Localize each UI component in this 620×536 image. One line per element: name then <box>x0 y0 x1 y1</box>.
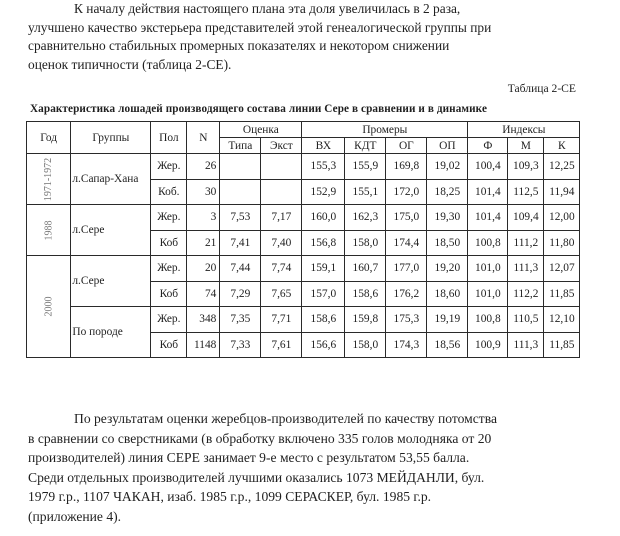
vh-cell: 157,0 <box>302 281 345 307</box>
k-cell: 12,07 <box>544 256 580 282</box>
m-cell: 110,5 <box>508 307 544 333</box>
table-row <box>27 154 580 180</box>
type-cell <box>220 154 261 180</box>
header-groups: Группы <box>71 122 151 154</box>
header-k: К <box>544 138 580 154</box>
group-cell: л.Сере <box>71 256 151 307</box>
sex-cell: Жер. <box>151 307 187 333</box>
year-label: 2000 <box>43 296 55 317</box>
m-cell: 111,3 <box>508 256 544 282</box>
vh-cell: 156,8 <box>302 230 345 256</box>
header-rating: Оценка <box>220 122 302 138</box>
horse-characteristics-table <box>26 121 580 358</box>
og-cell: 177,0 <box>386 256 427 282</box>
header-m: М <box>508 138 544 154</box>
n-cell: 21 <box>187 230 220 256</box>
k-cell: 11,94 <box>544 179 580 205</box>
year-cell <box>27 205 71 256</box>
table-label: Таблица 2-СЕ <box>507 82 576 95</box>
kdt-cell: 159,8 <box>345 307 386 333</box>
ext-cell: 7,74 <box>261 256 302 282</box>
sex-cell: Коб <box>151 332 187 358</box>
og-cell: 175,3 <box>386 307 427 333</box>
intro-line: К началу действия настоящего плана эта доля увеличилась в 2 раза, <box>74 1 461 16</box>
k-cell: 11,85 <box>544 281 580 307</box>
k-cell: 12,25 <box>544 154 580 180</box>
sex-cell: Коб <box>151 281 187 307</box>
og-cell: 169,8 <box>386 154 427 180</box>
kdt-cell: 158,6 <box>345 281 386 307</box>
ext-cell <box>261 154 302 180</box>
op-cell: 19,19 <box>427 307 468 333</box>
m-cell: 111,3 <box>508 332 544 358</box>
ext-cell: 7,65 <box>261 281 302 307</box>
kdt-cell: 160,7 <box>345 256 386 282</box>
sex-cell: Коб. <box>151 179 187 205</box>
n-cell: 20 <box>187 256 220 282</box>
op-cell: 19,20 <box>427 256 468 282</box>
type-cell: 7,35 <box>220 307 261 333</box>
n-cell: 74 <box>187 281 220 307</box>
year-label: 1988 <box>43 220 55 240</box>
sex-cell: Жер. <box>151 205 187 231</box>
kdt-cell: 158,0 <box>345 230 386 256</box>
table-row <box>27 256 580 282</box>
outro-paragraph <box>28 409 580 527</box>
intro-line: оценок типичности (таблица 2-СЕ). <box>28 56 232 72</box>
ext-cell: 7,61 <box>261 332 302 358</box>
intro-line: улучшено качество экстерьера представителей этой генеалогической группы при <box>28 19 492 35</box>
f-cell: 101,0 <box>468 281 508 307</box>
kdt-cell: 158,0 <box>345 332 386 358</box>
type-cell: 7,41 <box>220 230 261 256</box>
n-cell: 3 <box>187 205 220 231</box>
op-cell: 18,56 <box>427 332 468 358</box>
m-cell: 112,2 <box>508 281 544 307</box>
header-op: ОП <box>427 138 468 154</box>
op-cell: 18,60 <box>427 281 468 307</box>
kdt-cell: 155,9 <box>345 154 386 180</box>
ext-cell: 7,17 <box>261 205 302 231</box>
vh-cell: 160,0 <box>302 205 345 231</box>
type-cell <box>220 179 261 205</box>
kdt-cell: 155,1 <box>345 179 386 205</box>
year-cell <box>27 154 71 205</box>
f-cell: 101,0 <box>468 256 508 282</box>
group-cell: л.Сапар-Хана <box>71 154 151 205</box>
table-title: Характеристика лошадей производящего состава линии Сере в сравнении и в динамике <box>30 103 488 115</box>
vh-cell: 159,1 <box>302 256 345 282</box>
intro-line: сравнительно стабильных промерных показателях и некотором снижении <box>28 38 450 54</box>
outro-line: (приложение 4). <box>28 508 122 524</box>
header-type: Типа <box>220 138 261 154</box>
outro-line: Среди отдельных производителей лучшими оказались 1073 МЕЙДАНЛИ, бул. <box>28 469 485 485</box>
f-cell: 101,4 <box>468 179 508 205</box>
m-cell: 112,5 <box>508 179 544 205</box>
type-cell: 7,33 <box>220 332 261 358</box>
n-cell: 30 <box>187 179 220 205</box>
group-cell: л.Сере <box>71 205 151 256</box>
ext-cell: 7,71 <box>261 307 302 333</box>
op-cell: 19,02 <box>427 154 468 180</box>
m-cell: 109,4 <box>508 205 544 231</box>
f-cell: 100,4 <box>468 154 508 180</box>
op-cell: 18,50 <box>427 230 468 256</box>
og-cell: 176,2 <box>386 281 427 307</box>
header-f: Ф <box>468 138 508 154</box>
sex-cell: Коб <box>151 230 187 256</box>
n-cell: 1148 <box>187 332 220 358</box>
header-ext: Экст <box>261 138 302 154</box>
f-cell: 100,8 <box>468 230 508 256</box>
type-cell: 7,53 <box>220 205 261 231</box>
kdt-cell: 162,3 <box>345 205 386 231</box>
table-row <box>27 205 580 231</box>
sex-cell: Жер. <box>151 256 187 282</box>
vh-cell: 152,9 <box>302 179 345 205</box>
og-cell: 172,0 <box>386 179 427 205</box>
k-cell: 11,85 <box>544 332 580 358</box>
k-cell: 11,80 <box>544 230 580 256</box>
header-og: ОГ <box>386 138 427 154</box>
n-cell: 348 <box>187 307 220 333</box>
ext-cell <box>261 179 302 205</box>
group-cell: По породе <box>71 307 151 358</box>
header-indices: Индексы <box>468 122 580 138</box>
vh-cell: 155,3 <box>302 154 345 180</box>
type-cell: 7,29 <box>220 281 261 307</box>
f-cell: 101,4 <box>468 205 508 231</box>
og-cell: 174,4 <box>386 230 427 256</box>
header-n: N <box>187 122 220 154</box>
k-cell: 12,00 <box>544 205 580 231</box>
op-cell: 19,30 <box>427 205 468 231</box>
ext-cell: 7,40 <box>261 230 302 256</box>
header-vh: ВХ <box>302 138 345 154</box>
f-cell: 100,9 <box>468 332 508 358</box>
op-cell: 18,25 <box>427 179 468 205</box>
header-sex: Пол <box>151 122 187 154</box>
og-cell: 175,0 <box>386 205 427 231</box>
year-label: 1971-1972 <box>43 157 55 201</box>
vh-cell: 156,6 <box>302 332 345 358</box>
m-cell: 109,3 <box>508 154 544 180</box>
outro-line: По результатам оценки жеребцов-производителей по качеству потомства <box>74 411 497 426</box>
og-cell: 174,3 <box>386 332 427 358</box>
intro-paragraph <box>28 0 580 74</box>
header-kdt: КДТ <box>345 138 386 154</box>
table-row <box>27 307 580 333</box>
k-cell: 12,10 <box>544 307 580 333</box>
year-cell <box>27 256 71 358</box>
f-cell: 100,8 <box>468 307 508 333</box>
outro-line: 1979 г.р., 1107 ЧАКАН, изаб. 1985 г.р., 1099 СЕРАСКЕР, бул. 1985 г.р. <box>28 489 432 505</box>
header-year: Год <box>27 122 71 154</box>
vh-cell: 158,6 <box>302 307 345 333</box>
n-cell: 26 <box>187 154 220 180</box>
outro-line: производителей) линия СЕРЕ занимает 9-е место с результатом 53,55 балла. <box>28 450 470 466</box>
outro-line: в сравнении со сверстниками (в обработку включено 335 голов молодняка от 20 <box>28 430 492 446</box>
type-cell: 7,44 <box>220 256 261 282</box>
m-cell: 111,2 <box>508 230 544 256</box>
header-measures: Промеры <box>302 122 468 138</box>
sex-cell: Жер. <box>151 154 187 180</box>
